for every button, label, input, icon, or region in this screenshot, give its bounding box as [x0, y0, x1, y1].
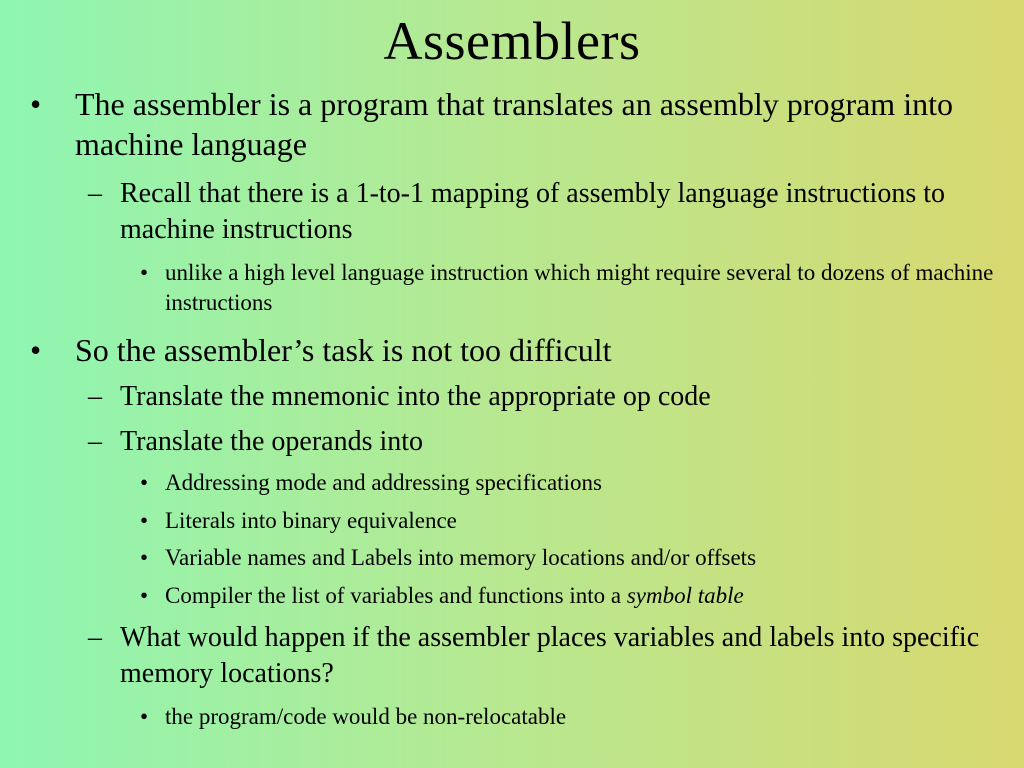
- bullet-text: Translate the operands into: [120, 426, 424, 457]
- bullet-text: So the assembler’s task is not too difficult: [75, 332, 612, 368]
- bullet-text: Translate the mnemonic into the appropriate op code: [120, 381, 711, 412]
- bullet-dash-icon: –: [88, 426, 102, 457]
- bullet-dash-icon: –: [88, 622, 102, 653]
- bullet-item-level3: [140, 543, 1000, 573]
- bullet-dash-icon: –: [88, 178, 102, 209]
- bullet-dot-icon: •: [140, 508, 149, 533]
- bullet-dot-icon: •: [30, 86, 42, 122]
- bullet-text: Addressing mode and addressing specifications: [165, 470, 602, 495]
- bullet-dash-icon: –: [88, 381, 102, 412]
- bullet-text: The assembler is a program that translates an assembly program into machine language: [75, 86, 953, 162]
- bullet-dot-icon: •: [140, 583, 149, 608]
- bullet-item-level3: [140, 702, 1000, 732]
- bullet-dot-icon: •: [140, 545, 149, 570]
- bullet-text: the program/code would be non-relocatable: [165, 704, 567, 729]
- bullet-text-wrapper: [165, 581, 1000, 611]
- bullet-item-level1: [30, 84, 990, 164]
- bullet-dot-icon: •: [140, 470, 149, 495]
- bullet-text: Compiler the list of variables and functions into a: [165, 583, 627, 608]
- bullet-item-level2: [88, 176, 988, 248]
- bullet-item-level2: [88, 379, 988, 415]
- bullet-item-level2: [88, 424, 988, 460]
- bullet-item-level3: [140, 258, 1000, 318]
- bullet-text: Recall that there is a 1-to-1 mapping of assembly language instructions to machine instructions: [120, 178, 946, 245]
- slide-title: Assemblers: [383, 11, 641, 71]
- bullet-dot-icon: •: [140, 704, 149, 729]
- bullet-item-level1: [30, 330, 990, 370]
- bullet-text: What would happen if the assembler places variables and labels into specific memory locations?: [120, 622, 980, 689]
- bullet-text: Literals into binary equivalence: [165, 508, 457, 533]
- bullet-text: Variable names and Labels into memory locations and/or offsets: [165, 545, 757, 570]
- bullet-text: unlike a high level language instruction which might require several to dozens of machine instructions: [165, 260, 994, 315]
- emphasis-text: symbol table: [626, 583, 744, 608]
- bullet-item-level3: [140, 581, 1000, 611]
- bullet-item-level3: [140, 468, 1000, 498]
- bullet-item-level3: [140, 506, 1000, 536]
- bullet-dot-icon: •: [140, 260, 149, 285]
- bullet-dot-icon: •: [30, 332, 42, 368]
- bullet-item-level2: [88, 620, 988, 692]
